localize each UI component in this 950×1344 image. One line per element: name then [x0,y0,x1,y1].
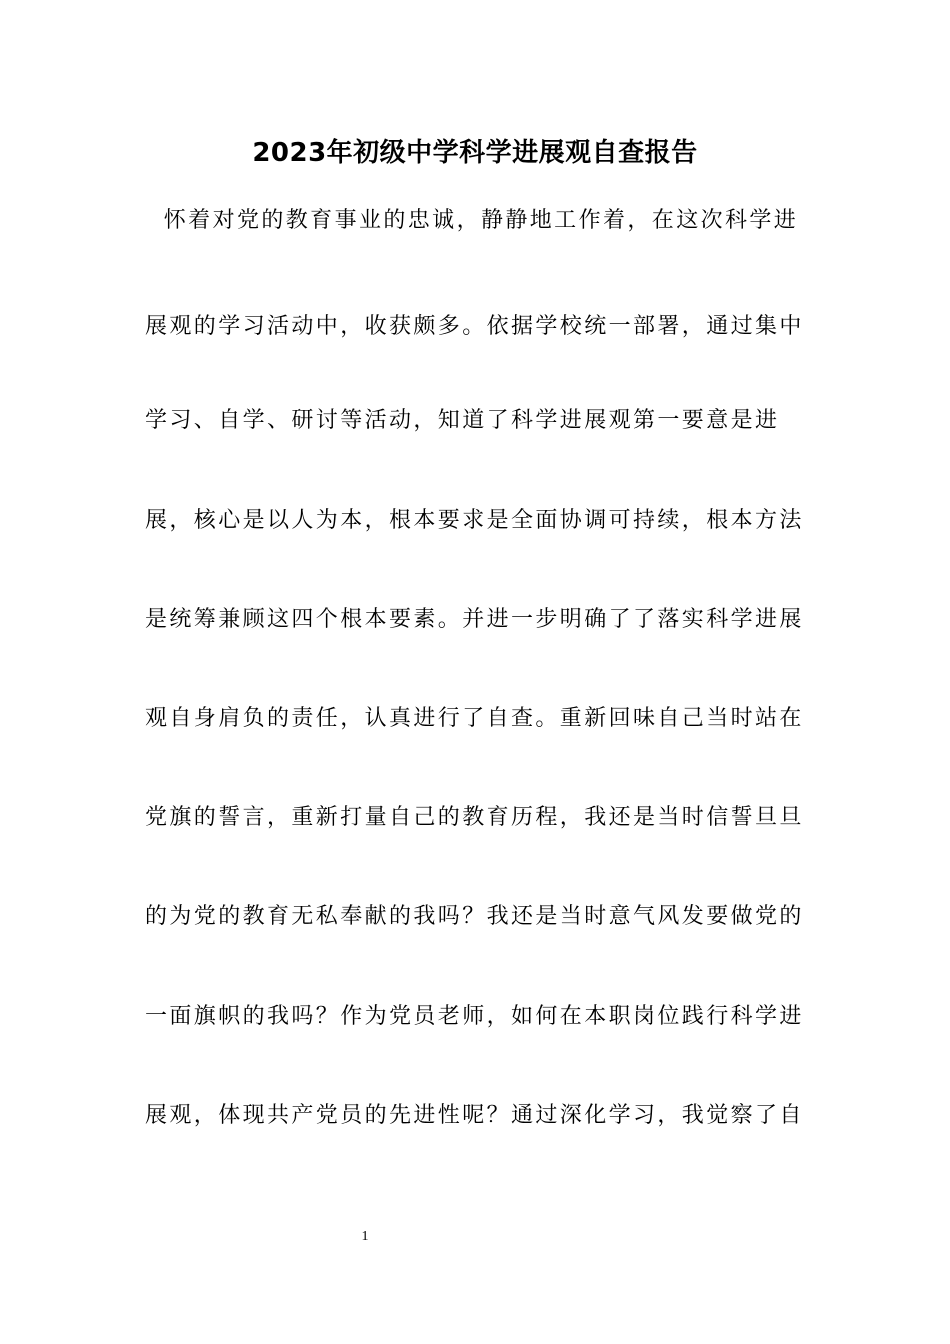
paragraph-line: 观自身肩负的责任，认真进行了自查。重新回味自己当时站在 [145,706,804,731]
paragraph-line: 展观，体现共产党员的先进性呢？通过深化学习，我觉察了自 [145,1103,804,1128]
paragraph-line: 党旗的誓言，重新打量自己的教育历程，我还是当时信誓旦旦 [145,805,804,830]
paragraph-line: 展，核心是以人为本，根本要求是全面协调可持续，根本方法 [145,508,804,533]
paragraph-line: 的为党的教育无私奉献的我吗？我还是当时意气风发要做党的 [145,904,804,929]
paragraph-line: 是统筹兼顾这四个根本要素。并进一步明确了了落实科学进展 [145,607,804,632]
paragraph-line: 怀着对党的教育事业的忠诚，静静地工作着，在这次科学进 [145,208,799,233]
paragraph-line: 一面旗帜的我吗？作为党员老师，如何在本职岗位践行科学进 [145,1004,804,1029]
paragraph-line: 学习、自学、研讨等活动，知道了科学进展观第一要意是进 [145,408,780,433]
paragraph-line: 展观的学习活动中，收获颇多。依据学校统一部署，通过集中 [145,314,804,339]
document-title: 2023年初级中学科学进展观自查报告 [252,138,698,168]
page-number: 1 [361,1229,369,1244]
